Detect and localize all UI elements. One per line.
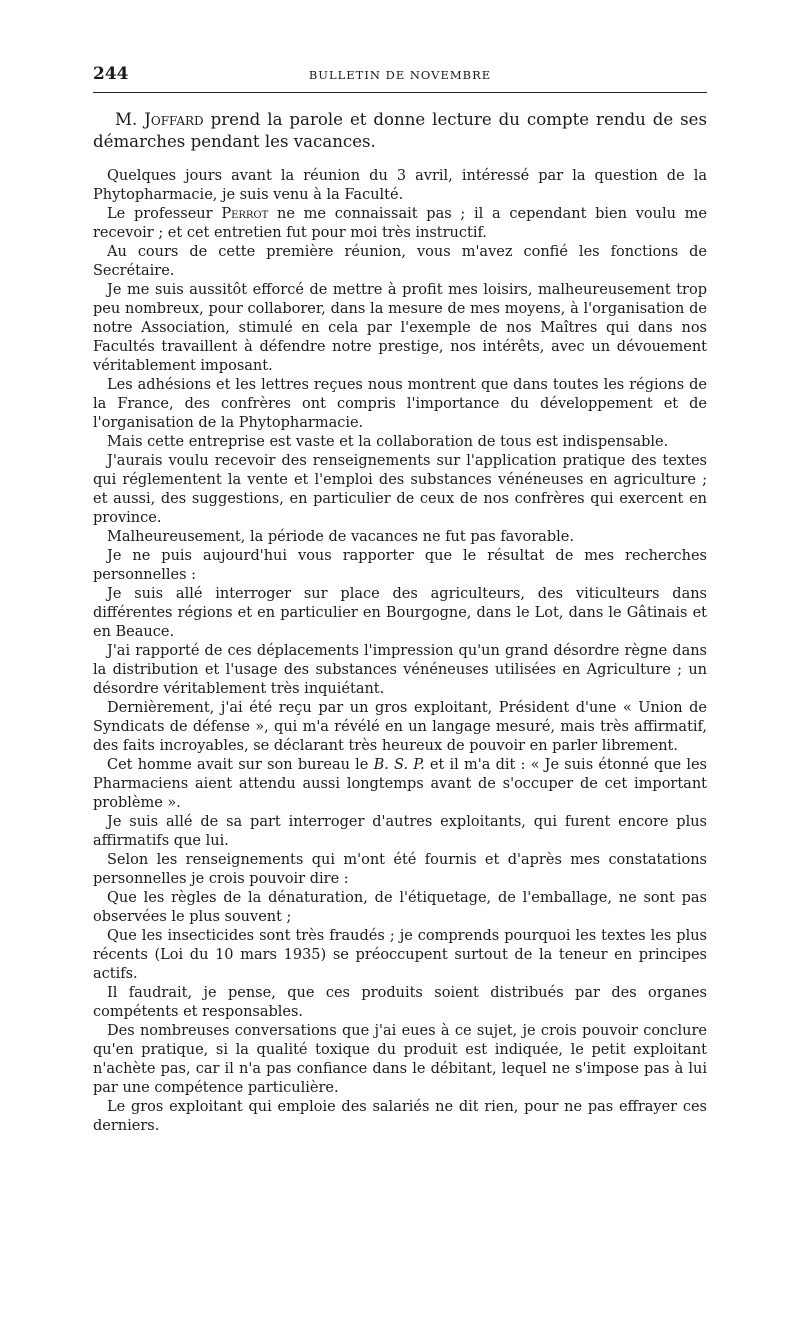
intro-paragraph	[93, 109, 707, 153]
paragraph-bsp	[93, 756, 707, 813]
paragraph: Je ne puis aujourd'hui vous rapporter que le résultat de mes recherches personnelles :	[93, 548, 707, 583]
paragraph: Au cours de cette première réunion, vous m'avez confié les fonctions de Secrétaire.	[93, 244, 707, 279]
paragraph: Selon les renseignements qui m'ont été fournis et d'après mes constatations personnelles je crois pouvoir dire :	[93, 852, 707, 887]
perrot-before: Le professeur	[107, 206, 222, 222]
perrot-after: ne me connaissait pas ; il a cependant bien voulu me recevoir ; et cet entretien fut pour moi très instructif.	[93, 206, 707, 241]
paragraph: Je suis allé de sa part interroger d'autres exploitants, qui furent encore plus affirmatifs que lui.	[93, 814, 707, 849]
paragraph: Que les insecticides sont très fraudés ; je comprends pourquoi les textes les plus récents (Loi du 10 mars 1935) se préoccupent surtout de la teneur en principes actifs.	[93, 928, 707, 982]
paragraph: Je suis allé interroger sur place des agriculteurs, des viticulteurs dans différentes régions et en particulier en Bourgogne, dans le Lot, dans le Gâtinais et en Beauce.	[93, 586, 707, 640]
paragraph: Les adhésions et les lettres reçues nous montrent que dans toutes les régions de la France, des confrères ont compris l'importance du développement et de l'organisation de la Phytopharmacie.	[93, 377, 707, 431]
intro-text: prend la parole et donne lecture du compte rendu de ses démarches pendant les vacances.	[93, 110, 707, 151]
page-number: 244	[93, 64, 129, 84]
paragraph: Mais cette entreprise est vaste et la collaboration de tous est indispensable.	[107, 434, 669, 450]
bsp-before: Cet homme avait sur son bureau le	[107, 757, 374, 773]
paragraph: Le gros exploitant qui emploie des salariés ne dit rien, pour ne pas effrayer ces derniers.	[93, 1099, 707, 1134]
perrot-name: Perrot	[221, 206, 269, 222]
paragraph: Dernièrement, j'ai été reçu par un gros exploitant, Président d'une « Union de Syndicats de défense », qui m'a révélé en un langage mesuré, mais très affirmatif, des faits incroyables, se déclarant très heureux de pouvoir en parler librement.	[93, 700, 707, 754]
paragraph: J'aurais voulu recevoir des renseignements sur l'application pratique des textes qui réglementent la vente et l'emploi des substances vénéneuses en agriculture ; et aussi, des suggestions, en particulier de ceux de nos confrères qui exercent en province.	[93, 453, 707, 526]
page-header	[93, 60, 707, 93]
paragraph: Des nombreuses conversations que j'ai eues à ce sujet, je crois pouvoir conclure qu'en pratique, si la qualité toxique du produit est indiquée, le petit exploitant n'achète pas, car il n'a pas confiance dans le débitant, lequel ne s'impose pas à lui par une compétence particulière.	[93, 1023, 707, 1096]
paragraph: Malheureusement, la période de vacances ne fut pas favorable.	[107, 529, 574, 545]
speaker-prefix: M.	[115, 110, 145, 129]
paragraph: Que les règles de la dénaturation, de l'étiquetage, de l'emballage, ne sont pas observées le plus souvent ;	[93, 890, 707, 925]
paragraph: Il faudrait, je pense, que ces produits soient distribués par des organes compétents et responsables.	[93, 985, 707, 1020]
speaker-name: Joffard	[144, 110, 204, 129]
journal-page	[93, 60, 707, 1136]
paragraph: J'ai rapporté de ces déplacements l'impression qu'un grand désordre règne dans la distribution et l'usage des substances vénéneuses utilisées en Agriculture ; un désordre véritablement très inquiétant.	[93, 643, 707, 697]
running-head: BULLETIN DE NOVEMBRE	[308, 68, 492, 82]
paragraph: Je me suis aussitôt efforcé de mettre à profit mes loisirs, malheureusement trop peu nombreux, pour collaborer, dans la mesure de mes moyens, à l'organisation de notre Association, stimulé en cela par l'exemple de nos Maîtres qui dans nos Facultés travaillent à défendre notre prestige, nos intérêts, avec un dévouement véritablement imposant.	[93, 282, 707, 374]
paragraph-perrot	[93, 205, 707, 243]
bsp-abbr: B. S. P.	[373, 757, 425, 773]
paragraph: Quelques jours avant la réunion du 3 avril, intéressé par la question de la Phytopharmacie, je suis venu à la Faculté.	[93, 168, 707, 203]
report-body	[93, 167, 707, 1136]
bsp-after: et il m'a dit : « Je suis étonné que les Pharmaciens aient attendu aussi longtemps avant de s'occuper de cet important problème ».	[93, 757, 708, 811]
